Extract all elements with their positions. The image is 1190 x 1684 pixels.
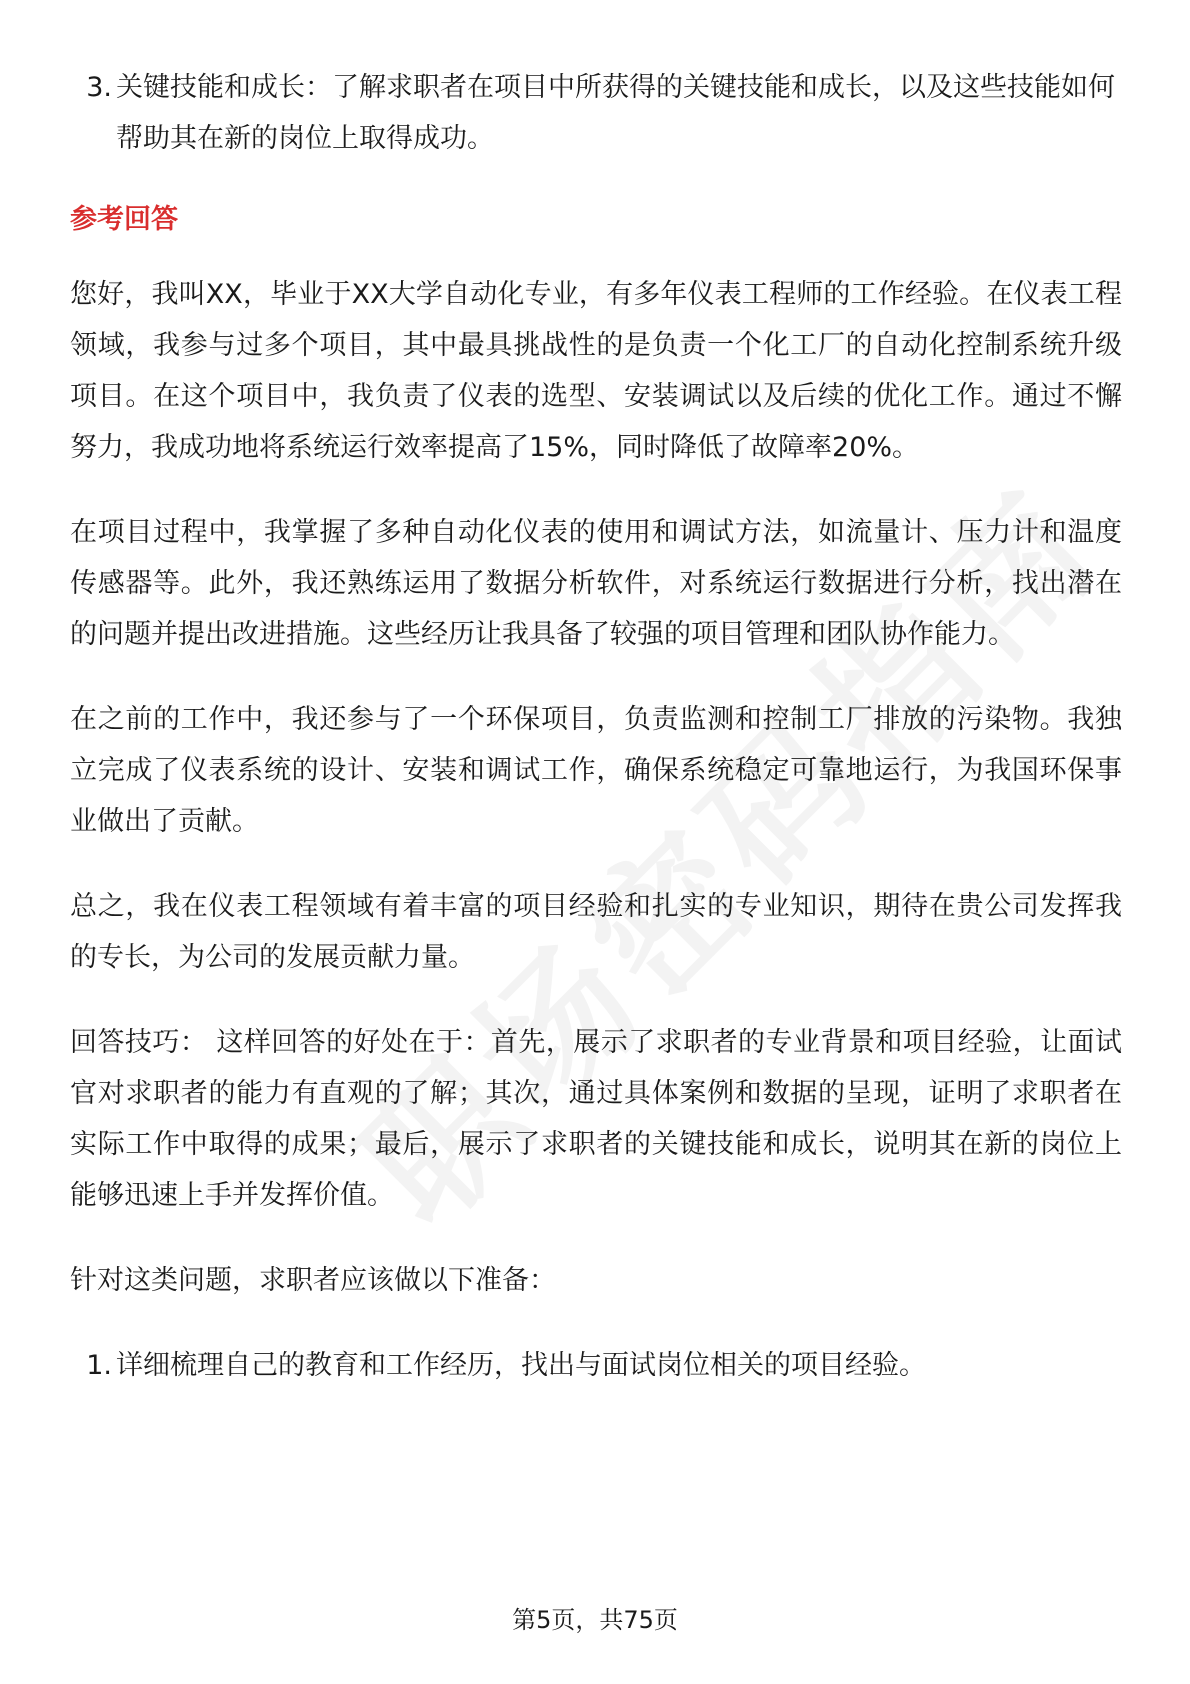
paragraph-skills: 在项目过程中，我掌握了多种自动化仪表的使用和调试方法，如流量计、压力计和温度传感器等。此外，我还熟练运用了数据分析软件，对系统运行数据进行分析，找出潜在的问题并提出改进措施。这些经历让我具备了较强的项目管理和团队协作能力。: [70, 517, 1122, 650]
page-footer: 第5页，共75页: [512, 1606, 678, 1634]
page-content: [70, 62, 1122, 1421]
list-number: 3.: [86, 72, 112, 103]
list-text: 关键技能和成长：了解求职者在项目中所获得的关键技能和成长，以及这些技能如何帮助其在新的岗位上取得成功。: [116, 72, 1115, 154]
paragraph-summary: 总之，我在仪表工程领域有着丰富的项目经验和扎实的专业知识，期待在贵公司发挥我的专长，为公司的发展贡献力量。: [70, 891, 1122, 973]
paragraph-preparation: 针对这类问题，求职者应该做以下准备：: [70, 1265, 556, 1296]
paragraph-environment: 在之前的工作中，我还参与了一个环保项目，负责监测和控制工厂排放的污染物。我独立完成了仪表系统的设计、安装和调试工作，确保系统稳定可靠地运行，为我国环保事业做出了贡献。: [70, 704, 1122, 837]
intro-list-item: [70, 62, 1122, 164]
section-heading: 参考回答: [70, 204, 178, 235]
list-text: 详细梳理自己的教育和工作经历，找出与面试岗位相关的项目经验。: [116, 1350, 926, 1381]
paragraph-tips: 回答技巧： 这样回答的好处在于：首先，展示了求职者的专业背景和项目经验，让面试官对求职者的能力有直观的了解；其次，通过具体案例和数据的呈现，证明了求职者在实际工作中取得的成果；最后，展示了求职者的关键技能和成长，说明其在新的岗位上能够迅速上手并发挥价值。: [70, 1027, 1122, 1211]
paragraph-intro: 您好，我叫XX，毕业于XX大学自动化专业，有多年仪表工程师的工作经验。在仪表工程领域，我参与过多个项目，其中最具挑战性的是负责一个化工厂的自动化控制系统升级项目。在这个项目中，我负责了仪表的选型、安装调试以及后续的优化工作。通过不懈努力，我成功地将系统运行效率提高了15%，同时降低了故障率20%。: [70, 279, 1122, 463]
list-number: 1.: [86, 1350, 112, 1381]
preparation-list-item: [70, 1340, 1122, 1391]
